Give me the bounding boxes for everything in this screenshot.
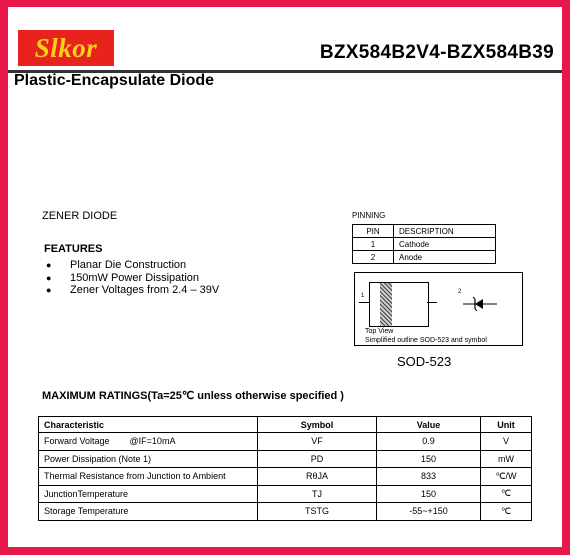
diode-symbol-icon bbox=[463, 297, 497, 311]
features-list bbox=[46, 259, 219, 297]
unit-cell: ℃/W bbox=[481, 468, 532, 486]
pin-header: PIN bbox=[353, 225, 394, 238]
description-header: DESCRIPTION bbox=[394, 225, 496, 238]
characteristic-cell: JunctionTemperature bbox=[39, 485, 258, 503]
characteristic-cell: Thermal Resistance from Junction to Ambient bbox=[39, 468, 258, 486]
value-cell: -55~+150 bbox=[377, 503, 481, 521]
pin-cell: 1 bbox=[353, 238, 394, 251]
features-heading: FEATURES bbox=[44, 243, 103, 255]
datasheet-page bbox=[8, 7, 562, 547]
device-type: ZENER DIODE bbox=[42, 210, 118, 222]
table-row bbox=[39, 433, 532, 451]
bullet-icon: ● bbox=[46, 272, 52, 283]
value-cell: 0.9 bbox=[377, 433, 481, 451]
table-row bbox=[353, 251, 496, 264]
characteristic-cell: Power Dissipation (Note 1) bbox=[39, 450, 258, 468]
table-row bbox=[39, 485, 532, 503]
pin1-label: 1 bbox=[361, 293, 365, 299]
pinning-heading: PINNING bbox=[352, 211, 386, 220]
characteristic-header: Characteristic bbox=[39, 417, 258, 433]
value-header: Value bbox=[377, 417, 481, 433]
description-cell: Cathode bbox=[394, 238, 496, 251]
table-row bbox=[39, 450, 532, 468]
feature-item: ● Planar Die Construction bbox=[46, 259, 187, 271]
description-cell: Anode bbox=[394, 251, 496, 264]
cathode-band bbox=[380, 283, 392, 326]
unit-cell: V bbox=[481, 433, 532, 451]
ratings-heading: MAXIMUM RATINGS(Ta=25℃ unless otherwise specified ) bbox=[42, 390, 344, 402]
feature-item: ● Zener Voltages from 2.4 – 39V bbox=[46, 284, 220, 296]
symbol-cell: VF bbox=[258, 433, 377, 451]
symbol-cell: RθJA bbox=[258, 468, 377, 486]
symbol-cell: PD bbox=[258, 450, 377, 468]
logo-text: Slkor bbox=[34, 32, 98, 63]
table-header-row bbox=[353, 225, 496, 238]
brand-logo bbox=[18, 30, 114, 66]
pinning-table bbox=[352, 224, 496, 264]
package-name: SOD-523 bbox=[397, 354, 452, 369]
symbol-cell: TJ bbox=[258, 485, 377, 503]
unit-header: Unit bbox=[481, 417, 532, 433]
pin-cell: 2 bbox=[353, 251, 394, 264]
pin2-label: 2 bbox=[458, 289, 462, 295]
table-row bbox=[39, 503, 532, 521]
lead-1 bbox=[359, 302, 369, 303]
characteristic-cell: Forward Voltage @IF=10mA bbox=[39, 433, 258, 451]
value-cell: 150 bbox=[377, 485, 481, 503]
page-subtitle: Plastic-Encapsulate Diode bbox=[14, 72, 215, 89]
symbol-header: Symbol bbox=[258, 417, 377, 433]
value-cell: 150 bbox=[377, 450, 481, 468]
unit-cell: mW bbox=[481, 450, 532, 468]
table-row bbox=[353, 238, 496, 251]
package-body bbox=[369, 282, 429, 327]
value-cell: 833 bbox=[377, 468, 481, 486]
bullet-icon: ● bbox=[46, 285, 52, 295]
unit-cell: ℃ bbox=[481, 503, 532, 521]
lead-2 bbox=[427, 302, 437, 303]
package-caption: Top View Simplified outline SOD-523 and symbol bbox=[365, 328, 487, 344]
characteristic-cell: Storage Temperature bbox=[39, 503, 258, 521]
bullet-icon: ● bbox=[46, 260, 52, 270]
feature-item: ● 150mW Power Dissipation bbox=[46, 271, 199, 284]
ratings-table bbox=[38, 416, 532, 521]
part-number: BZX584B2V4-BZX584B39 bbox=[319, 42, 554, 63]
table-header-row bbox=[39, 417, 532, 433]
package-outline-box bbox=[354, 272, 523, 346]
symbol-cell: TSTG bbox=[258, 503, 377, 521]
table-row bbox=[39, 468, 532, 486]
unit-cell: ℃ bbox=[481, 485, 532, 503]
